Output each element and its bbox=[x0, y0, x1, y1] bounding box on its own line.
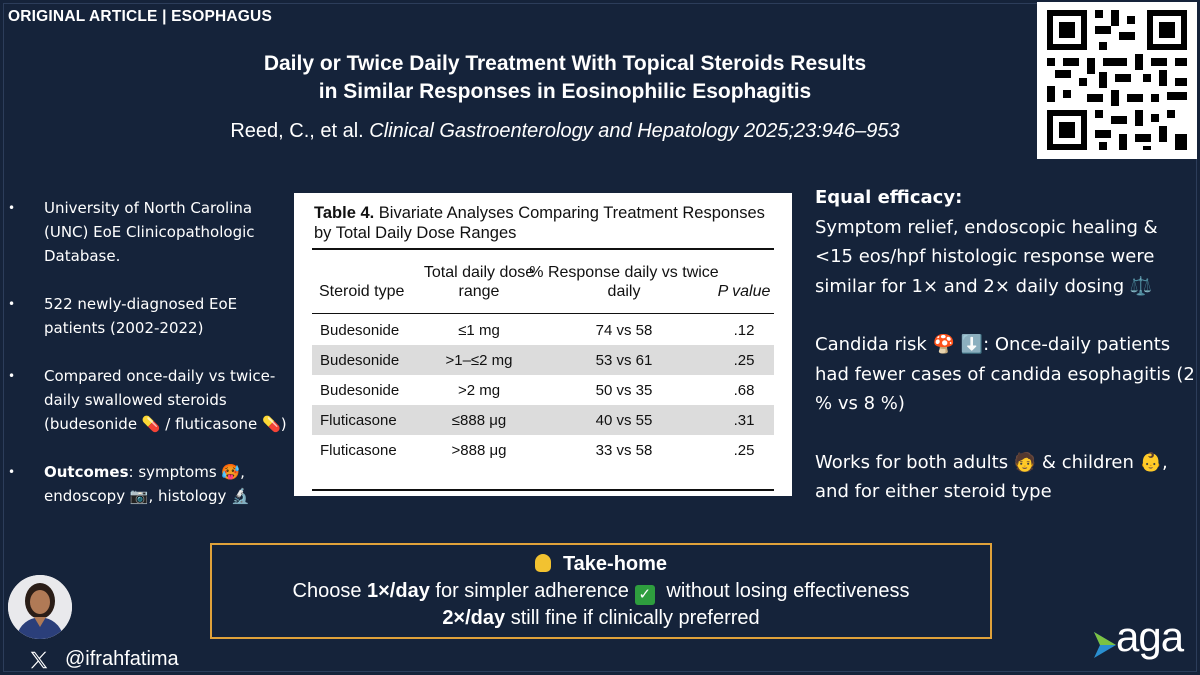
cell-p: .68 bbox=[733, 382, 755, 399]
takehome-text-b: for simpler adherence bbox=[429, 580, 629, 602]
bullet-source: University of North Carolina (UNC) EoE Clinicopathologic Database. bbox=[44, 199, 255, 265]
table-row bbox=[312, 435, 774, 465]
takehome-text-c: without losing effectiveness bbox=[660, 580, 910, 602]
cell-dose: >2 mg bbox=[457, 382, 501, 399]
social-handle[interactable] bbox=[28, 648, 179, 671]
avatar bbox=[8, 575, 72, 639]
cell-steroid: Fluticasone bbox=[320, 412, 397, 429]
bullet-comparison: Compared once-daily vs twice-daily swallowed steroids (budesonide 💊 / fluticasone 💊) bbox=[44, 367, 287, 433]
efficacy-title: Equal efficacy: bbox=[815, 187, 963, 208]
cell-steroid: Fluticasone bbox=[320, 442, 397, 459]
cell-dose: >888 μg bbox=[451, 442, 507, 459]
aga-logo-text: aga bbox=[1116, 613, 1184, 660]
study-details-list bbox=[8, 196, 288, 532]
handle-text: @ifrahfatima bbox=[65, 648, 179, 670]
table-row bbox=[312, 405, 774, 435]
bullet-outcomes-label: Outcomes bbox=[44, 463, 129, 481]
table-caption-text: Bivariate Analyses Comparing Treatment Responses by Total Daily Dose Ranges bbox=[314, 204, 765, 242]
cell-p: .31 bbox=[733, 412, 755, 429]
cell-p: .12 bbox=[733, 322, 755, 339]
list-item bbox=[8, 460, 288, 508]
cell-dose: >1–≤2 mg bbox=[445, 352, 513, 369]
cell-p: .25 bbox=[733, 442, 755, 459]
cell-response: 74 vs 58 bbox=[595, 322, 653, 339]
bullet-outcomes-text: : symptoms 🥵, endoscopy 📷, histology 🔬 bbox=[44, 463, 250, 505]
bullet-cohort: 522 newly-diagnosed EoE patients (2002-2022) bbox=[44, 295, 238, 337]
table-caption-label: Table 4. bbox=[314, 204, 375, 222]
header-response: % Response daily vs twice daily bbox=[529, 264, 719, 300]
takehome-text-a: Choose bbox=[292, 580, 367, 602]
candida-text: Candida risk 🍄 ⬇️: Once-daily patients had fewer cases of candida esophagitis (2 % vs 8 %) bbox=[815, 334, 1195, 414]
takehome-line-2 bbox=[212, 605, 990, 632]
table-row bbox=[312, 375, 774, 405]
works-text: Works for both adults 🧑 & children 👶, and for either steroid type bbox=[815, 451, 1168, 502]
header-dose-range: Total daily dose range bbox=[423, 264, 535, 300]
lightbulb-icon bbox=[535, 554, 551, 572]
article-tag: ORIGINAL ARTICLE | ESOPHAGUS bbox=[8, 8, 272, 25]
cell-response: 50 vs 35 bbox=[595, 382, 653, 399]
citation-journal: Clinical Gastroenterology and Hepatology 2025;23:946–953 bbox=[369, 120, 900, 142]
qr-code-icon[interactable] bbox=[1037, 2, 1197, 159]
checkmark-icon: ✓ bbox=[635, 585, 655, 605]
table-caption bbox=[314, 203, 784, 243]
cell-p: .25 bbox=[733, 352, 755, 369]
table-top-rule bbox=[312, 248, 774, 250]
table-row bbox=[312, 345, 774, 375]
population-finding bbox=[815, 448, 1195, 507]
efficacy-text: Symptom relief, endoscopic healing & <15 eos/hpf histologic response were similar for 1× and 2× daily dosing ⚖️ bbox=[815, 216, 1158, 297]
table-header-rule bbox=[312, 313, 774, 314]
key-findings bbox=[815, 183, 1195, 536]
table-row bbox=[312, 315, 774, 345]
cell-steroid: Budesonide bbox=[320, 382, 400, 399]
list-item bbox=[8, 292, 288, 340]
title-line-2: in Similar Responses in Eosinophilic Esophagitis bbox=[318, 80, 812, 103]
takehome-heading: Take-home bbox=[562, 553, 668, 575]
candida-finding bbox=[815, 330, 1195, 419]
cell-response: 40 vs 55 bbox=[595, 412, 653, 429]
takehome-text-d: still fine if clinically preferred bbox=[505, 607, 760, 629]
results-table bbox=[294, 193, 792, 496]
cell-dose: ≤1 mg bbox=[458, 322, 500, 339]
table-bottom-rule bbox=[312, 489, 774, 491]
efficacy-finding bbox=[815, 183, 1195, 301]
takehome-heading-row bbox=[212, 551, 990, 578]
aga-arrow-icon bbox=[1092, 630, 1118, 660]
takehome-line-1 bbox=[212, 578, 990, 605]
list-item bbox=[8, 196, 288, 268]
x-logo-icon bbox=[28, 649, 50, 671]
cell-response: 33 vs 58 bbox=[595, 442, 653, 459]
header-p-value bbox=[699, 276, 789, 306]
article-title bbox=[130, 50, 1000, 106]
cell-dose: ≤888 μg bbox=[451, 412, 507, 429]
cell-steroid: Budesonide bbox=[320, 322, 400, 339]
takehome-box bbox=[210, 543, 992, 639]
cell-response: 53 vs 61 bbox=[595, 352, 653, 369]
aga-logo bbox=[1092, 613, 1197, 668]
list-item bbox=[8, 364, 288, 436]
takehome-once-daily: 1×/day bbox=[367, 580, 430, 602]
header-steroid-type: Steroid type bbox=[319, 282, 405, 300]
citation-authors: Reed, C., et al. bbox=[230, 120, 364, 142]
takehome-twice-daily: 2×/day bbox=[442, 607, 506, 629]
header-p-value-text: P value bbox=[717, 282, 771, 300]
citation bbox=[130, 120, 1000, 143]
title-line-1: Daily or Twice Daily Treatment With Topical Steroids Results bbox=[263, 52, 867, 75]
cell-steroid: Budesonide bbox=[320, 352, 400, 369]
